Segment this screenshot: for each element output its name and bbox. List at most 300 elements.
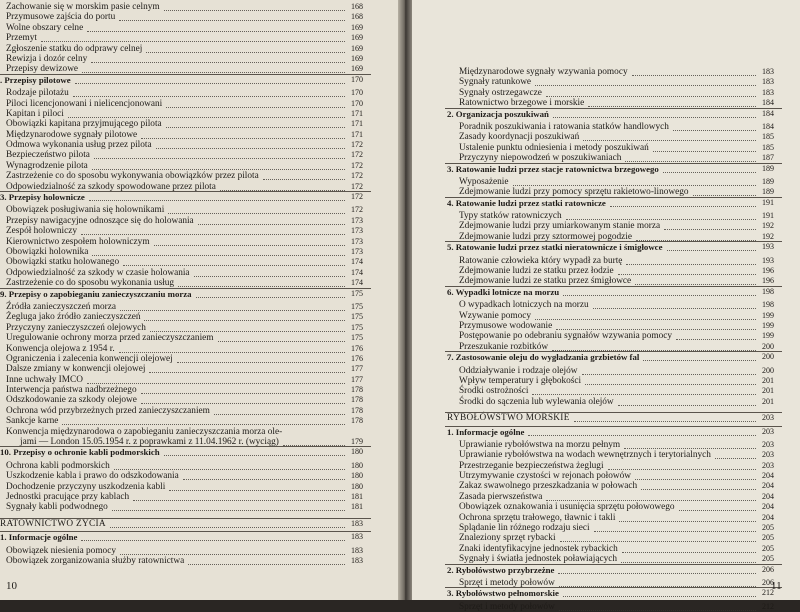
entry-title: Zdejmowanie ludzi przy sztormowej pogodzie <box>459 231 632 242</box>
dot-leader <box>608 459 756 470</box>
entry-title: Inne uchwały IMCO <box>6 374 83 385</box>
table-of-contents-left <box>0 2 398 566</box>
toc-entry-row <box>0 502 398 512</box>
entry-page-number: 172 <box>351 192 363 202</box>
entry-title: Środki do sączenia lub wylewania olejów <box>459 396 614 407</box>
section-rule <box>445 412 782 413</box>
entry-page-number: 178 <box>351 395 363 405</box>
dot-leader <box>552 340 756 351</box>
section-heading-row <box>0 289 398 299</box>
entry-page-number: 176 <box>351 343 363 353</box>
entry-title: Zastrzeżenie co do sposobu wykonania usług <box>6 278 175 289</box>
entry-page-number: 212 <box>762 601 774 611</box>
entry-page-number: 193 <box>762 242 774 252</box>
entry-page-number: 169 <box>351 53 363 63</box>
dot-leader <box>144 310 345 321</box>
dot-leader <box>150 321 345 332</box>
entry-title: 10. Przepisy o ochronie kabli podmorskich <box>0 447 160 458</box>
part-heading-row <box>0 519 398 529</box>
section-rule <box>0 531 371 532</box>
dot-leader <box>679 500 756 511</box>
entry-page-number: 200 <box>762 341 774 351</box>
toc-entry-row <box>412 602 800 612</box>
entry-title: Uregulowanie ochrony morza przed zanieczyszczaniem <box>6 333 214 344</box>
dot-leader <box>198 214 345 225</box>
entry-title: Ochrona sprzętu trałowego, tławnic i takli <box>459 512 616 523</box>
entry-title: Obowiązki kapitana przyjmującego pilota <box>6 119 162 130</box>
entry-page-number: 180 <box>351 460 363 470</box>
entry-page-number: 192 <box>762 221 774 231</box>
entry-page-number: 178 <box>351 416 363 426</box>
entry-page-number: 205 <box>762 543 774 553</box>
dot-leader <box>625 151 756 162</box>
dot-leader <box>632 65 756 76</box>
dot-leader <box>546 490 756 501</box>
entry-page-number: 183 <box>351 532 363 542</box>
entry-page-number: 206 <box>762 564 774 574</box>
entry-title: Zachowanie się w morskim pasie celnym <box>6 2 160 12</box>
dot-leader <box>178 276 345 287</box>
entry-page-number: 171 <box>351 129 363 139</box>
entry-page-number: 179 <box>351 437 363 447</box>
entry-page-number: 199 <box>762 320 774 330</box>
dot-leader <box>133 490 345 501</box>
entry-title: 3. Rybołówstwo pełnomorskie <box>447 588 559 599</box>
dot-leader <box>693 185 756 196</box>
entry-title: Konwencja międzynarodowa o zapobieganiu zanieczyszczania morza ole- <box>6 426 283 437</box>
entry-page-number: 172 <box>351 205 363 215</box>
entry-page-number: 180 <box>351 471 363 481</box>
dot-leader <box>582 364 757 375</box>
dot-leader <box>41 31 345 42</box>
section-rule <box>0 518 371 519</box>
entry-title: 4. Ratowanie ludzi przez statki ratownicze <box>447 197 606 208</box>
section-rule <box>445 351 782 352</box>
dot-leader <box>635 469 756 480</box>
entry-title: Ograniczenia i zalecenia konwencji olejowej <box>6 353 173 364</box>
dot-leader <box>263 169 345 180</box>
section-rule <box>0 74 371 75</box>
entry-title: Bezpieczeństwo pilota <box>6 150 90 161</box>
dot-leader <box>556 319 756 330</box>
dot-leader <box>92 159 345 170</box>
entry-title: Ustalenie punktu odniesienia i metody poszukiwań <box>459 142 649 153</box>
entry-title: Zdejmowanie ludzi ze statku przez śmigłowce <box>459 276 632 287</box>
entry-page-number: 170 <box>351 98 363 108</box>
dot-leader <box>560 531 756 542</box>
entry-title: Wyposażenie <box>459 176 509 187</box>
entry-title: 5. Ratowanie ludzi przez statki nieratownicze i śmigłowce <box>447 242 663 253</box>
section-rule <box>445 108 782 109</box>
entry-title: Odpowiedzialność za szkody spowodowane przez pilota <box>6 181 216 192</box>
entry-title: Konwencja olejowa z 1954 r. <box>6 343 115 354</box>
entry-title: Ochrona wód przybrzeżnych przed zanieczyszczaniem <box>6 405 210 416</box>
entry-page-number: 203 <box>762 450 774 460</box>
entry-page-number: 189 <box>762 176 774 186</box>
entry-title: Kierownictwo zespołem holowniczym <box>6 236 150 247</box>
dot-leader <box>566 209 756 220</box>
entry-page-number: 204 <box>762 491 774 501</box>
entry-title: Jednostki pracujące przy kablach <box>6 491 130 502</box>
entry-page-number: 177 <box>351 364 363 374</box>
dot-leader <box>676 329 756 340</box>
section-heading-row <box>412 109 800 119</box>
entry-page-number: 172 <box>351 181 363 191</box>
section-rule <box>445 163 782 164</box>
entry-page-number: 205 <box>762 533 774 543</box>
entry-page-number: 175 <box>351 288 363 298</box>
entry-title: Odpowiedzialność za szkody w czasie holowania <box>6 267 190 278</box>
entry-page-number: 183 <box>762 87 774 97</box>
entry-page-number: 183 <box>351 555 363 565</box>
dot-leader <box>593 298 756 309</box>
entry-page-number: 198 <box>762 286 774 296</box>
dot-leader <box>588 96 756 107</box>
dot-leader <box>283 435 345 446</box>
right-page <box>412 0 800 612</box>
dot-leader <box>218 331 345 342</box>
page-number-left: 10 <box>6 580 17 592</box>
entry-title: Środki ostrożności <box>459 386 529 397</box>
entry-page-number: 193 <box>762 255 774 265</box>
dot-leader <box>621 552 756 563</box>
entry-title: 2. Rybołówstwo przybrzeżne <box>447 564 555 575</box>
entry-title: Uszkodzenie kabla i prawo do odszkodowania <box>6 471 179 482</box>
entry-page-number: 189 <box>762 163 774 173</box>
section-heading-row <box>0 447 398 457</box>
dot-leader <box>618 264 756 275</box>
entry-title: Obowiązek posługiwania się holownikami <box>6 205 165 216</box>
entry-page-number: 183 <box>762 77 774 87</box>
dot-leader <box>183 469 345 480</box>
entry-title: Znaleziony sprzęt rybacki <box>459 533 556 544</box>
entry-title: Sygnały ostrzegawcze <box>459 87 542 98</box>
entry-title: Obowiązki holownika <box>6 246 89 257</box>
entry-title: Znaki identyfikacyjne jednostek rybackich <box>459 543 618 554</box>
entry-page-number: 204 <box>762 481 774 491</box>
entry-title: Rewizja i dozór celny <box>6 53 88 64</box>
entry-page-number: 181 <box>351 502 363 512</box>
dot-leader <box>62 414 345 425</box>
entry-title: Przepisy dewizowe <box>6 64 79 75</box>
dot-leader <box>164 0 345 11</box>
entry-title: Kapitan i piloci <box>6 108 64 119</box>
dot-leader <box>715 448 756 459</box>
dot-leader <box>673 120 756 131</box>
entry-title: Interwencja państwa nadbrzeżnego <box>6 385 137 396</box>
dot-leader <box>146 42 345 53</box>
entry-page-number: 205 <box>762 554 774 564</box>
entry-page-number: 175 <box>351 322 363 332</box>
dot-leader <box>87 373 345 384</box>
entry-title: O wypadkach lotniczych na morzu <box>459 300 589 311</box>
entry-title: Przemyt <box>6 33 37 44</box>
entry-title: Źródła zanieczyszczeń morza <box>6 301 116 312</box>
entry-title: Oddziaływanie i rodzaje olejów <box>459 365 578 376</box>
entry-title: Obowiązek oznakowania i usunięcia sprzętu połowowego <box>459 502 675 513</box>
section-rule <box>445 426 782 427</box>
section-heading-row <box>412 287 800 297</box>
entry-page-number: 203 <box>762 426 774 436</box>
book-gutter <box>398 0 412 600</box>
dot-leader <box>626 254 756 265</box>
entry-page-number: 168 <box>351 12 363 22</box>
dot-leader <box>622 542 756 553</box>
entry-page-number: 168 <box>351 2 363 11</box>
dot-leader <box>119 342 345 353</box>
entry-page-number: 185 <box>762 132 774 142</box>
section-heading-row <box>412 164 800 174</box>
part-heading-row <box>412 413 800 423</box>
dot-leader <box>114 459 345 470</box>
dot-leader <box>169 480 345 491</box>
entry-page-number: 183 <box>351 545 363 555</box>
entry-title: Sprzęt i metody połowów <box>459 601 555 612</box>
entry-page-number: 175 <box>351 333 363 343</box>
section-heading-row <box>412 565 800 575</box>
entry-page-number: 172 <box>351 160 363 170</box>
entry-title: 3. Ratowanie ludzi przez stacje ratownictwa brzegowego <box>447 163 659 174</box>
entry-page-number: 169 <box>351 43 363 53</box>
entry-page-number: 203 <box>762 413 774 423</box>
entry-title: Zasada pierwszeństwa <box>459 491 543 502</box>
dot-leader <box>166 117 345 128</box>
entry-page-number: 204 <box>762 512 774 522</box>
dot-leader <box>141 383 345 394</box>
section-rule <box>445 587 782 588</box>
entry-title: Obowiązek niesienia pomocy <box>6 545 116 556</box>
entry-title: Utrzymywanie czystości w rejonach połowów <box>459 471 631 482</box>
table-of-contents-right <box>412 67 800 612</box>
entry-page-number: 178 <box>351 405 363 415</box>
dot-leader <box>559 576 756 587</box>
entry-page-number: 198 <box>762 300 774 310</box>
dot-leader <box>619 511 756 522</box>
entry-page-number: 173 <box>351 226 363 236</box>
entry-page-number: 203 <box>762 460 774 470</box>
section-heading-row <box>412 198 800 208</box>
entry-page-number: 204 <box>762 471 774 481</box>
dot-leader <box>559 600 756 611</box>
dot-leader <box>92 245 345 256</box>
entry-title: Zdejmowanie ludzi ze statku przez łodzie <box>459 266 614 277</box>
section-heading-row <box>412 427 800 437</box>
entry-title: Ratownictwo brzegowe i morskie <box>459 98 585 109</box>
entry-title: . Przepisy pilotowe <box>0 74 71 85</box>
entry-title: Obowiązek zorganizowania służby ratownictwa <box>6 555 185 566</box>
entry-page-number: 174 <box>351 267 363 277</box>
entry-page-number: 184 <box>762 98 774 108</box>
entry-title: Zdejmowanie ludzi przy pomocy sprzętu rakietowo-linowego <box>459 187 689 198</box>
dot-leader <box>635 274 756 285</box>
entry-page-number: 184 <box>762 108 774 118</box>
entry-page-number: 196 <box>762 276 774 286</box>
section-rule <box>0 446 371 447</box>
section-rule <box>445 564 782 565</box>
entry-page-number: 206 <box>762 577 774 587</box>
entry-page-number: 183 <box>351 518 363 528</box>
dot-leader <box>112 500 345 511</box>
dot-leader <box>123 255 345 266</box>
entry-title: 6. Wypadki lotnicze na morzu <box>447 286 560 297</box>
entry-title: Międzynarodowe sygnały wzywania pomocy <box>459 67 628 77</box>
dot-leader <box>91 52 345 63</box>
entry-page-number: 203 <box>762 439 774 449</box>
entry-page-number: 192 <box>762 231 774 241</box>
entry-title: 7. Zastosowanie oleju do wygładzania grzbietów fal <box>447 352 640 363</box>
entry-title: Dalsze zmiany w konwencji olejowej <box>6 364 146 375</box>
dot-leader <box>513 175 756 186</box>
dot-leader <box>535 75 756 86</box>
entry-title: Postępowanie po odebraniu sygnałów wzywania pomocy <box>459 331 673 342</box>
entry-title: Wzywanie pomocy <box>459 310 532 321</box>
dot-leader <box>194 266 345 277</box>
entry-title: RYBOŁÓWSTWO MORSKIE <box>447 413 570 424</box>
dot-leader <box>636 230 756 241</box>
dot-leader <box>214 404 345 415</box>
entry-title: Dochodzenie przyczyny uszkodzenia kabli <box>6 481 166 492</box>
section-heading-row <box>412 242 800 252</box>
entry-title: Odszkodowanie za szkody olejowe <box>6 395 137 406</box>
entry-page-number: 175 <box>351 312 363 322</box>
entry-title: Przymusowe zajścia do portu <box>6 12 116 23</box>
entry-title: 1. Informacje ogólne <box>447 426 525 437</box>
toc-entry-row <box>0 556 398 566</box>
entry-page-number: 173 <box>351 236 363 246</box>
entry-page-number: 191 <box>762 197 774 207</box>
entry-title: RATOWNICTWO ŻYCIA <box>0 518 106 529</box>
entry-title: Uprawianie rybołówstwa na wodach wewnętrznych i terytorialnych <box>459 450 711 461</box>
entry-title: 1. Informacje ogólne <box>0 532 78 543</box>
toc-entry-row <box>0 416 398 426</box>
dot-leader <box>664 219 756 230</box>
entry-title: Uprawianie rybołówstwa na morzu pełnym <box>459 439 621 450</box>
entry-title: Ochrona kabli podmorskich <box>6 460 110 471</box>
section-rule <box>445 241 782 242</box>
entry-page-number: 201 <box>762 375 774 385</box>
dot-leader <box>156 138 345 149</box>
entry-title: Wynagrodzenie pilota <box>6 160 88 171</box>
dot-leader <box>546 86 756 97</box>
entry-page-number: 191 <box>762 211 774 221</box>
entry-title: Sankcje karne <box>6 416 59 427</box>
entry-page-number: 201 <box>762 396 774 406</box>
dot-leader <box>94 148 345 159</box>
entry-title: Sygnały i światła jednostek poławiających <box>459 554 618 565</box>
dot-leader <box>81 224 345 235</box>
entry-title: Przestrzeganie bezpieczeństwa żeglugi <box>459 460 604 471</box>
entry-title: Poradnik poszukiwania i ratowania statków handlowych <box>459 121 669 132</box>
entry-page-number: 171 <box>351 108 363 118</box>
entry-page-number: 201 <box>762 386 774 396</box>
dot-leader <box>154 235 345 246</box>
entry-title: Odmowa wykonania usług przez pilota <box>6 140 152 151</box>
entry-title: Ratowanie człowieka który wypadł za burtę <box>459 255 623 266</box>
entry-page-number: 174 <box>351 257 363 267</box>
section-heading-row <box>412 352 800 362</box>
dot-leader <box>87 21 345 32</box>
entry-title: Przyczyny zanieczyszczeń olejowych <box>6 322 146 333</box>
dot-leader <box>166 97 345 108</box>
page-number-right: 11 <box>771 580 782 592</box>
dot-leader <box>585 374 756 385</box>
entry-title: Piloci licencjonowani i nielicencjonowani <box>6 98 163 109</box>
entry-page-number: 212 <box>762 588 774 598</box>
entry-page-number: 175 <box>351 301 363 311</box>
entry-title: Przepisy nawigacyjne odnoszące się do holowania <box>6 215 194 226</box>
entry-page-number: 177 <box>351 374 363 384</box>
entry-page-number: 169 <box>351 33 363 43</box>
entry-page-number: 181 <box>351 491 363 501</box>
entry-page-number: 172 <box>351 171 363 181</box>
entry-page-number: 200 <box>762 365 774 375</box>
entry-title: Zespół holowniczy <box>6 226 78 237</box>
section-rule <box>445 197 782 198</box>
entry-title: Przymusowe wodowanie <box>459 320 553 331</box>
entry-title: Przeszukanie rozbitków <box>459 341 549 352</box>
entry-title: Splądanie lin różnego rodzaju sieci <box>459 523 590 534</box>
entry-page-number: 187 <box>762 153 774 163</box>
entry-page-number: 174 <box>351 278 363 288</box>
dot-leader <box>532 384 756 395</box>
entry-page-number: 173 <box>351 246 363 256</box>
entry-title: Typy statków ratowniczych <box>459 211 562 222</box>
entry-title: 9. Przepisy o zapobieganiu zanieczyszczaniu morza <box>0 288 192 299</box>
dot-leader <box>535 309 756 320</box>
entry-title: Żegluga jako źródło zanieczyszczeń <box>6 312 141 323</box>
entry-title: 3. Przepisy holownicze <box>0 192 85 203</box>
dot-leader <box>594 521 756 532</box>
entry-title: jami — London 15.05.1954 r. z poprawkami z 11.04.1962 r. (wyciąg) <box>20 437 279 448</box>
entry-page-number: 170 <box>351 74 363 84</box>
dot-leader <box>583 130 756 141</box>
section-rule <box>0 191 371 192</box>
left-page <box>0 0 398 600</box>
entry-title: Sygnały ratunkowe <box>459 77 532 88</box>
entry-page-number: 199 <box>762 310 774 320</box>
entry-title: Przyczyny niepowodzeń w poszukiwaniach <box>459 153 622 164</box>
entry-page-number: 172 <box>351 140 363 150</box>
entry-title: Wolne obszary celne <box>6 22 84 33</box>
entry-title: Zdejmowanie ludzi przy umiarkowanym stanie morza <box>459 221 661 232</box>
entry-title: Wpływ temperatury i głębokości <box>459 375 582 386</box>
entry-page-number: 180 <box>351 481 363 491</box>
entry-page-number: 170 <box>351 88 363 98</box>
entry-page-number: 172 <box>351 150 363 160</box>
dot-leader <box>188 554 345 565</box>
entry-title: Obowiązki statku holowanego <box>6 257 120 268</box>
dot-leader <box>119 10 345 21</box>
dot-leader <box>120 300 345 311</box>
section-heading-row <box>0 75 398 85</box>
entry-page-number: 185 <box>762 142 774 152</box>
entry-page-number: 173 <box>351 215 363 225</box>
dot-leader <box>168 203 345 214</box>
entry-page-number: 205 <box>762 523 774 533</box>
entry-title: Zastrzeżenie co do sposobu wykonywania obowiązków przez pilota <box>6 171 259 182</box>
entry-page-number: 180 <box>351 447 363 457</box>
dot-leader <box>641 479 756 490</box>
entry-page-number: 169 <box>351 22 363 32</box>
dot-leader <box>177 352 345 363</box>
section-heading-row <box>412 588 800 598</box>
entry-page-number: 200 <box>762 352 774 362</box>
dot-leader <box>618 395 756 406</box>
entry-page-number: 176 <box>351 353 363 363</box>
entry-title: Sprzęt i metody połowów <box>459 577 555 588</box>
dot-leader <box>141 128 345 139</box>
section-rule <box>445 286 782 287</box>
